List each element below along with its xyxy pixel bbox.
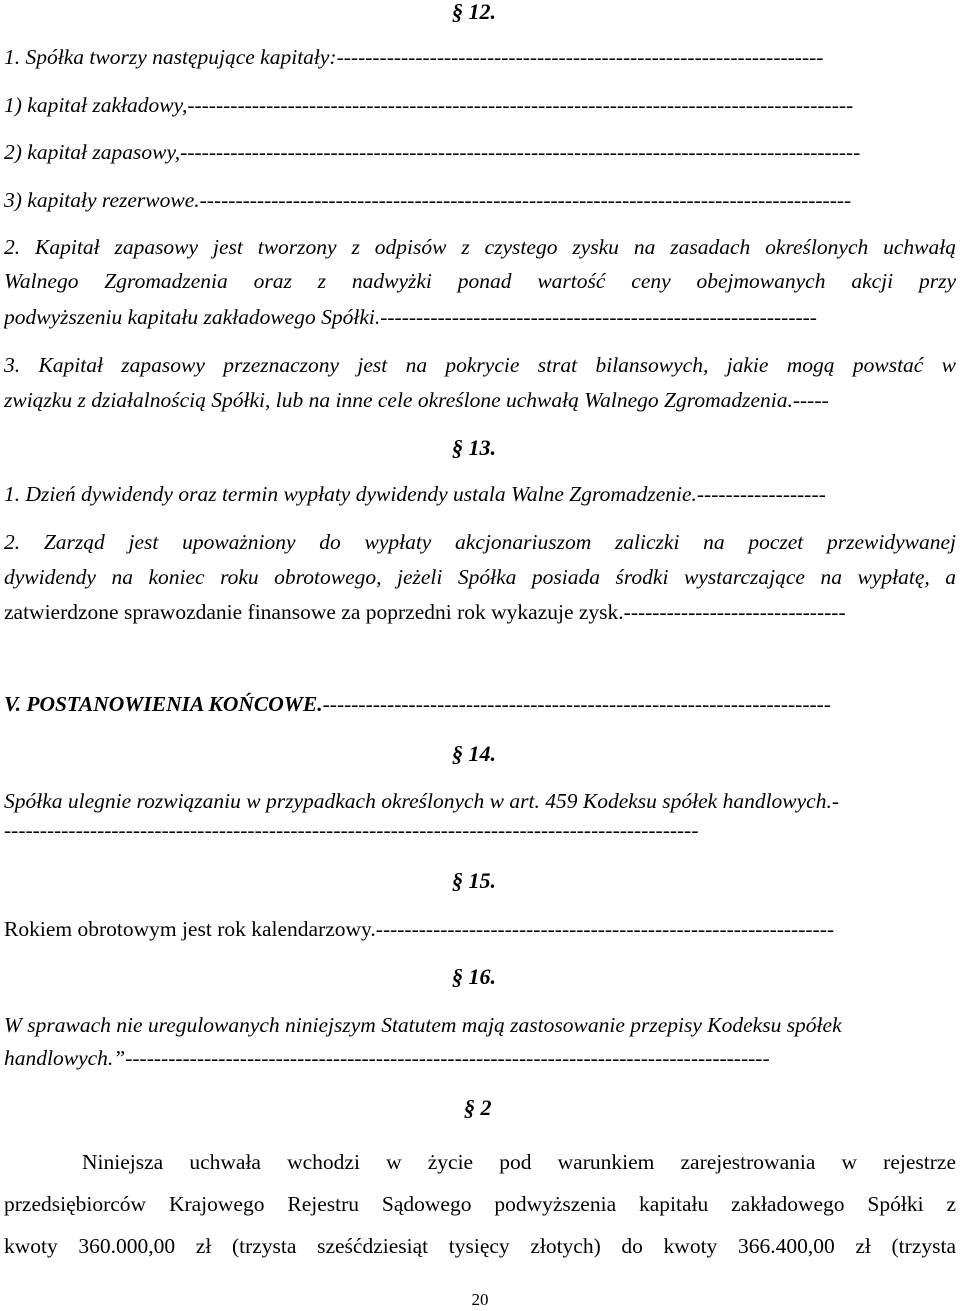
text-line: 1) kapitał zakładowy,--------------------------------------------------------------------------------------------- — [4, 93, 854, 117]
section-heading-13: § 13. — [452, 435, 496, 460]
section-heading-15: § 15. — [452, 868, 496, 893]
text-line: przedsiębiorców Krajowego Rejestru Sądowego podwyższenia kapitału zakładowego Spółki z — [4, 1192, 956, 1216]
section-heading-2: § 2 — [464, 1095, 492, 1120]
section-heading-12: § 12. — [452, 0, 496, 24]
text-line: dywidendy na koniec roku obrotowego, jeżeli Spółka posiada środki wystarczające na wypłatę, a — [4, 565, 956, 589]
text-line: 2. Zarząd jest upoważniony do wypłaty akcjonariuszom zaliczki na poczet przewidywanej — [4, 530, 956, 554]
text-line: 3) kapitały rezerwowe.------------------------------------------------------------------------------------------- — [4, 188, 852, 212]
text-line: 1. Spółka tworzy następujące kapitały:-------------------------------------------------------------------- — [4, 45, 824, 69]
text-line: 1. Dzień dywidendy oraz termin wypłaty dywidendy ustala Walne Zgromadzenie.------------------ — [4, 482, 826, 506]
text-line: Spółka ulegnie rozwiązaniu w przypadkach określonych w art. 459 Kodeksu spółek handlowych.- — [4, 789, 840, 813]
section-heading-16: § 16. — [452, 964, 496, 989]
chapter-dashes: ----------------------------------------------------------------------- — [322, 692, 831, 716]
text-line: Niniejsza uchwała wchodzi w życie pod warunkiem zarejestrowania w rejestrze — [82, 1150, 956, 1174]
text-line: podwyższeniu kapitału zakładowego Spółki.------------------------------------------------------------- — [4, 305, 817, 329]
text-line: Rokiem obrotowym jest rok kalendarzowy.---------------------------------------------------------------- — [4, 917, 835, 941]
text-line: Walnego Zgromadzenia oraz z nadwyżki ponad wartość ceny obejmowanych akcji przy — [4, 269, 956, 293]
section-heading-14: § 14. — [452, 741, 496, 766]
text-line: 3. Kapitał zapasowy przeznaczony jest na pokrycie strat bilansowych, jakie mogą powstać w — [4, 353, 956, 377]
chapter-title: V. POSTANOWIENIA KOŃCOWE. — [4, 692, 323, 716]
text-line: kwoty 360.000,00 zł (trzysta sześćdziesiąt tysięcy złotych) do kwoty 366.400,00 zł (trzysta — [4, 1234, 956, 1258]
text-line: handlowych.”------------------------------------------------------------------------------------------ — [4, 1046, 770, 1070]
text-line: ------------------------------------------------------------------------------------------------- — [4, 818, 699, 842]
text-line: zatwierdzone sprawozdanie finansowe za poprzedni rok wykazuje zysk.------------------------------- — [4, 600, 846, 624]
text-line: związku z działalnością Spółki, lub na inne cele określone uchwałą Walnego Zgromadzenia.----- — [4, 388, 829, 412]
text-line: 2. Kapitał zapasowy jest tworzony z odpisów z czystego zysku na zasadach określonych uchwałą — [4, 235, 956, 259]
chapter-heading — [4, 689, 956, 719]
text-line: 2) kapitał zapasowy,----------------------------------------------------------------------------------------------- — [4, 140, 861, 164]
page-number: 20 — [471, 1290, 489, 1309]
text-line: W sprawach nie uregulowanych niniejszym Statutem mają zastosowanie przepisy Kodeksu spółek — [4, 1013, 842, 1037]
